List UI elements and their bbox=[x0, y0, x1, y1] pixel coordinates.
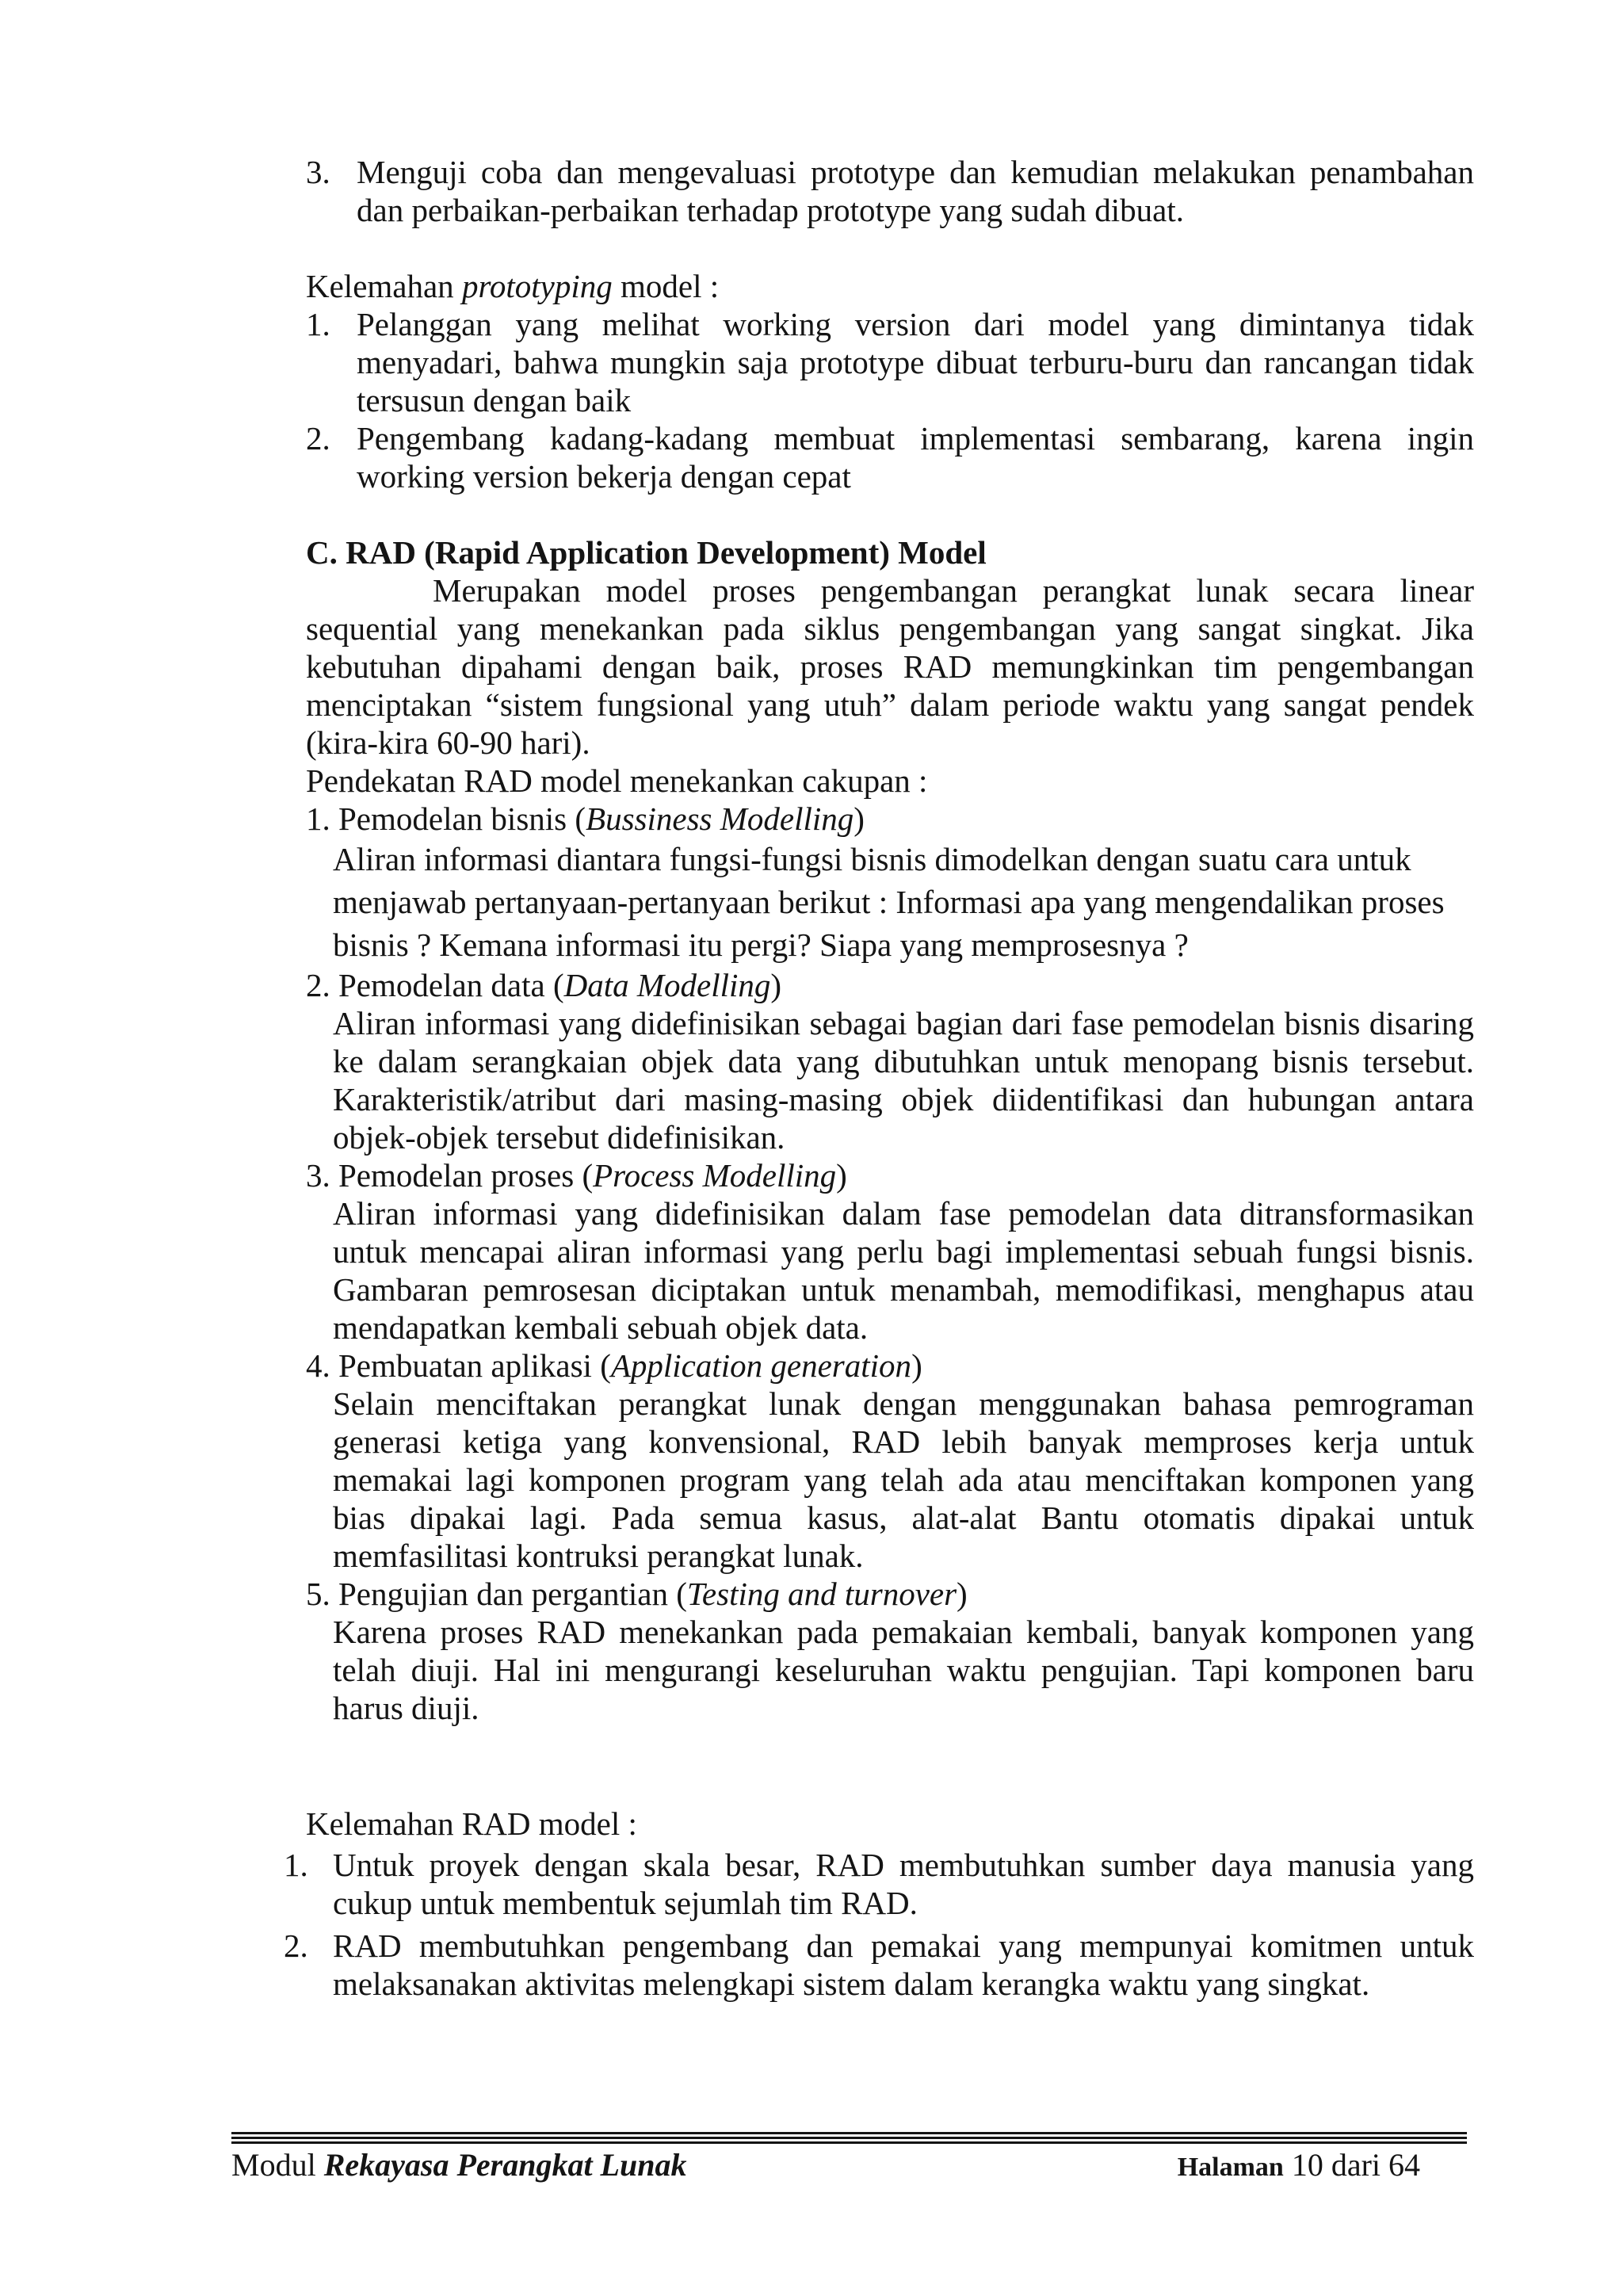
phase-description: Aliran informasi yang didefinisikan dalam fase pemodelan data ditransformasikan untuk mencapai aliran informasi yang perlu bagi implementasi sebuah fungsi bisnis. Gambaran pemrosesan diciptakan untuk menambah, memodifikasi, menghapus atau mendapatkan kembali sebuah objek data. bbox=[333, 1195, 1474, 1346]
list-number: 2. bbox=[306, 420, 330, 457]
list-item bbox=[284, 1927, 1474, 2003]
list-item bbox=[306, 153, 1474, 229]
list-item bbox=[306, 305, 1474, 419]
list-text: RAD membutuhkan pengembang dan pemakai yang mempunyai komitmen untuk melaksanakan aktivitas melengkapi sistem dalam kerangka waktu yang singkat. bbox=[333, 1927, 1474, 2002]
footer-page-number: Halaman 10 dari 64 bbox=[1177, 2147, 1420, 2183]
list-number: 1. bbox=[306, 306, 330, 342]
phase-label: 1. Pemodelan bisnis (Bussiness Modelling) bbox=[306, 800, 865, 837]
phase-label: 2. Pemodelan data (Data Modelling) bbox=[306, 967, 782, 1003]
list-text: Pengembang kadang-kadang membuat implementasi sembarang, karena ingin working version bekerja dengan cepat bbox=[357, 420, 1474, 495]
footer-divider bbox=[231, 2132, 1467, 2144]
rad-scope-intro: Pendekatan RAD model menekankan cakupan : bbox=[306, 762, 928, 799]
rad-intro-paragraph: Merupakan model proses pengembangan perangkat lunak secara linear sequential yang menekankan pada siklus pengembangan yang sangat singkat. Jika kebutuhan dipahami dengan baik, proses RAD memungkinkan tim pengembangan menciptakan “sistem fungsional yang utuh” dalam periode waktu yang sangat pendek (kira-kira 60-90 hari). bbox=[306, 572, 1474, 761]
list-text: Menguji coba dan mengevaluasi prototype dan kemudian melakukan penambahan dan perbaikan-perbaikan terhadap prototype yang sudah dibuat. bbox=[357, 154, 1474, 228]
footer-module-title: Modul Rekayasa Perangkat Lunak bbox=[231, 2147, 687, 2183]
page-content bbox=[284, 153, 1474, 2003]
phase-description: Karena proses RAD menekankan pada pemakaian kembali, banyak komponen yang telah diuji. Hal ini mengurangi keseluruhan waktu pengujian. Tapi komponen baru harus diuji. bbox=[333, 1614, 1474, 1726]
list-number: 3. bbox=[306, 154, 330, 190]
list-item bbox=[284, 1846, 1474, 1922]
list-number: 2. bbox=[284, 1927, 308, 1964]
phase-description: Selain menciftakan perangkat lunak dengan menggunakan bahasa pemrograman generasi ketiga yang konvensional, RAD lebih banyak memproses kerja untuk memakai lagi komponen program yang telah ada atau menciftakan komponen yang bias dipakai lagi. Pada semua kasus, alat-alat Bantu otomatis dipakai untuk memfasilitasi kontruksi perangkat lunak. bbox=[333, 1385, 1474, 1574]
list-text: Pelanggan yang melihat working version dari model yang dimintanya tidak menyadari, bahwa mungkin saja prototype dibuat terburu-buru dan rancangan tidak tersusun dengan baik bbox=[357, 306, 1474, 418]
list-number: 1. bbox=[284, 1847, 308, 1883]
list-text: Untuk proyek dengan skala besar, RAD membutuhkan sumber daya manusia yang cukup untuk membentuk sejumlah tim RAD. bbox=[333, 1847, 1474, 1921]
phase-label: 5. Pengujian dan pergantian (Testing and turnover) bbox=[306, 1576, 968, 1612]
prototyping-weakness-heading: Kelemahan prototyping model : bbox=[306, 268, 720, 304]
phase-description: Aliran informasi diantara fungsi-fungsi bisnis dimodelkan dengan suatu cara untuk menjawab pertanyaan-pertanyaan berikut : Informasi apa yang mengendalikan proses bisnis ? Kemana informasi itu pergi? Siapa yang memprosesnya ? bbox=[333, 841, 1445, 963]
phase-label: 4. Pembuatan aplikasi (Application generation) bbox=[306, 1347, 922, 1384]
phase-description: Aliran informasi yang didefinisikan sebagai bagian dari fase pemodelan bisnis disaring ke dalam serangkaian objek data yang dibutuhkan untuk menopang bisnis tersebut. Karakteristik/atribut dari masing-masing objek diidentifikasi dan hubungan antara objek-objek tersebut didefinisikan. bbox=[333, 1005, 1474, 1156]
phase-label: 3. Pemodelan proses (Process Modelling) bbox=[306, 1157, 847, 1194]
list-item bbox=[306, 419, 1474, 495]
rad-weakness-heading: Kelemahan RAD model : bbox=[306, 1805, 637, 1842]
section-heading: C. RAD (Rapid Application Development) Model bbox=[306, 534, 987, 571]
